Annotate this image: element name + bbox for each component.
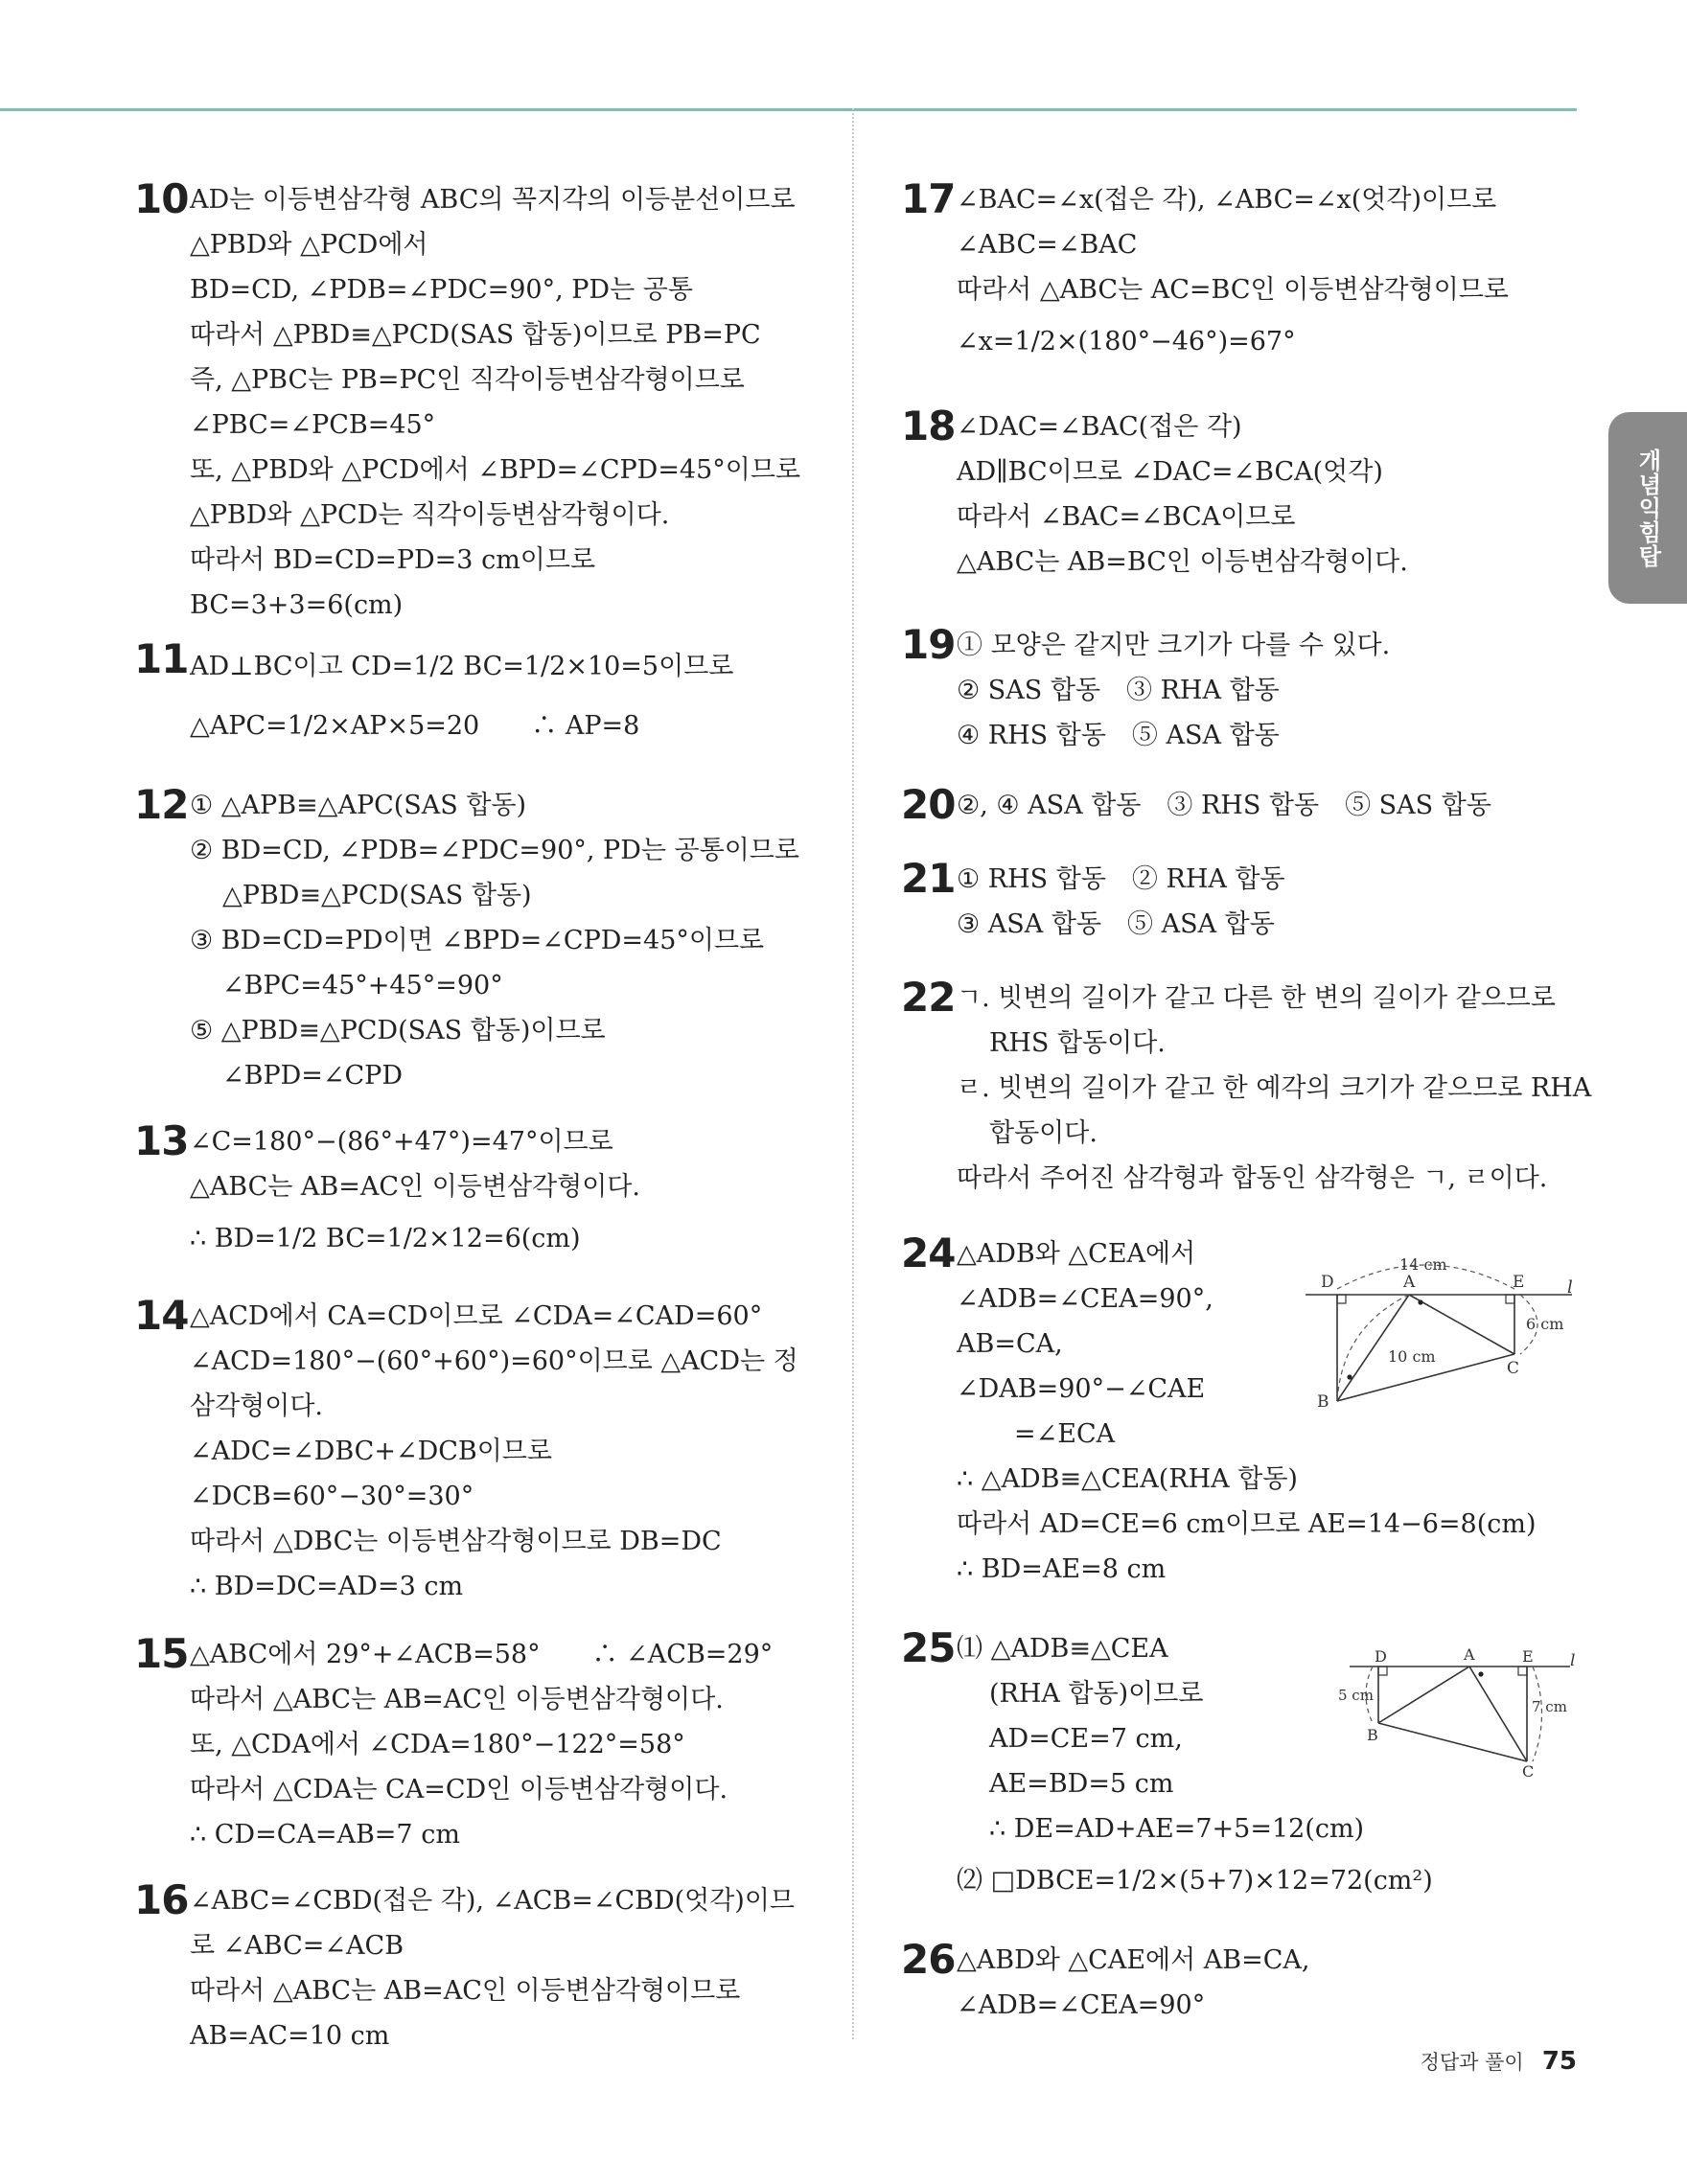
solution-line: ③ ASA 합동 ⑤ ASA 합동 [957, 909, 1275, 939]
problem-16 [134, 1878, 824, 2058]
solution-line: AD=CE=7 cm, [989, 1724, 1183, 1754]
problem-number: 18 [901, 402, 956, 449]
solution-line: (RHA 합동)이므로 [989, 1679, 1204, 1709]
solution-line: 따라서 주어진 삼각형과 합동인 삼각형은 ㄱ, ㄹ이다. [957, 1163, 1548, 1193]
solution-line: 또, △CDA에서 ∠CDA=180°−122°=58° [190, 1730, 685, 1759]
problem-number: 13 [134, 1117, 189, 1164]
solution-line: RHS 합동이다. [989, 1028, 1166, 1058]
fig25-left-label: 5 cm [1338, 1687, 1374, 1704]
solution-line: ∴ BD=DC=AD=3 cm [190, 1572, 464, 1601]
fig24-right-label: 6 cm [1526, 1315, 1564, 1333]
fig24-B: B [1317, 1392, 1329, 1412]
solution-line: 또, △PBD와 △PCD에서 ∠BPD=∠CPD=45°이므로 [190, 455, 801, 485]
solution-line: 따라서 △ABC는 AB=AC인 이등변삼각형이므로 [190, 1976, 741, 2006]
problem-number: 21 [901, 855, 956, 902]
fig25-A: A [1464, 1645, 1475, 1664]
solution-line: △ADB와 △CEA에서 [957, 1239, 1196, 1269]
solution-line: 따라서 △CDA는 CA=CD인 이등변삼각형이다. [190, 1775, 728, 1805]
left-column [134, 177, 824, 2058]
solution-line: △PBD와 △PCD에서 [190, 230, 428, 260]
solution-line: ⑵ □DBCE=1/2×(5+7)×12=72(cm²) [957, 1866, 1433, 1896]
solution-line: ③ BD=CD=PD이면 ∠BPD=∠CPD=45°이므로 [190, 926, 765, 955]
section-tab[interactable] [1608, 412, 1687, 604]
fig25-D: D [1375, 1647, 1387, 1666]
fig24-E: E [1513, 1273, 1525, 1292]
solution-line: AD⊥BC이고 CD=1/2 BC=1/2×10=5이므로 [190, 652, 734, 681]
solution-line: ④ RHS 합동 ⑤ ASA 합동 [957, 721, 1280, 750]
solution-line: ∴ BD=1/2 BC=1/2×12=6(cm) [190, 1224, 581, 1253]
fig25-l: l [1570, 1651, 1576, 1670]
solution-line: ∴ △ADB≡△CEA(RHA 합동) [957, 1464, 1298, 1494]
solution-line: 삼각형이다. [190, 1391, 323, 1421]
solution-line: ∠BPD=∠CPD [222, 1061, 403, 1091]
solution-line: 합동이다. [989, 1118, 1098, 1148]
solution-line: 따라서 △ABC는 AB=AC인 이등변삼각형이다. [190, 1685, 724, 1714]
solution-line: ∠x=1/2×(180°−46°)=67° [957, 327, 1296, 356]
problem-12 [134, 783, 824, 1098]
solution-line: ∠BAC=∠x(접은 각), ∠ABC=∠x(엇각)이므로 [957, 185, 1497, 215]
problem-11 [134, 637, 824, 756]
figure-25 [1332, 1639, 1582, 1778]
solution-line: △ABD와 △CAE에서 AB=CA, [957, 1945, 1310, 1975]
solution-line: ∠ADB=∠CEA=90°, [957, 1284, 1213, 1314]
solution-line: △ABC에서 29°+∠ACB=58° ∴ ∠ACB=29° [190, 1640, 774, 1669]
problem-number: 24 [901, 1230, 956, 1276]
fig24-top-label: 14 cm [1399, 1255, 1447, 1274]
solution-line: △ABC는 AB=BC인 이등변삼각형이다. [957, 547, 1408, 577]
figure-24-svg [1304, 1251, 1582, 1414]
fig25-B: B [1367, 1726, 1378, 1744]
solution-line: 따라서 AD=CE=6 cm이므로 AE=14−6=8(cm) [957, 1509, 1537, 1539]
solution-line: 따라서 ∠BAC=∠BCA이므로 [957, 502, 1296, 532]
solution-line: △ACD에서 CA=CD이므로 ∠CDA=∠CAD=60° [190, 1301, 763, 1331]
solution-line: 따라서 △PBD≡△PCD(SAS 합동)이므로 PB=PC [190, 320, 761, 350]
solution-line: ∴ DE=AD+AE=7+5=12(cm) [989, 1814, 1365, 1844]
solution-line: ∠BPC=45°+45°=90° [222, 971, 503, 1000]
solution-line: 따라서 △ABC는 AC=BC인 이등변삼각형이므로 [957, 275, 1509, 305]
fig24-mid-label: 10 cm [1388, 1347, 1436, 1366]
figure-25-svg [1332, 1639, 1582, 1778]
problem-number: 25 [901, 1624, 956, 1671]
solution-line: ① △APB≡△APC(SAS 합동) [190, 791, 527, 820]
section-tab-label: 개념익힘탑 [1634, 448, 1661, 568]
footer-label: 정답과 풀이 [1420, 2051, 1524, 2074]
problem-10 [134, 177, 824, 628]
solution-line: ∠DAC=∠BAC(접은 각) [957, 412, 1242, 442]
solution-line: ① RHS 합동 ② RHA 합동 [957, 864, 1285, 894]
problem-18 [901, 404, 1591, 585]
solution-line: △PBD≡△PCD(SAS 합동) [222, 881, 532, 910]
solution-line: ∴ BD=AE=8 cm [957, 1554, 1167, 1584]
solution-line: ∠DCB=60°−30°=30° [190, 1482, 474, 1511]
solution-line: ㄱ. 빗변의 길이가 같고 다른 한 변의 길이가 같으므로 [957, 983, 1556, 1013]
solution-line: 따라서 BD=CD=PD=3 cm이므로 [190, 545, 596, 575]
solution-line: △PBD와 △PCD는 직각이등변삼각형이다. [190, 500, 670, 530]
problem-26 [901, 1938, 1591, 2028]
solution-line: =∠ECA [1014, 1419, 1116, 1449]
solution-line: ⑴ △ADB≡△CEA [957, 1634, 1168, 1664]
solution-line: AD는 이등변삼각형 ABC의 꼭지각의 이등분선이므로 [190, 185, 796, 215]
problem-number: 20 [901, 781, 956, 828]
fig24-C: C [1507, 1359, 1520, 1378]
fig24-l: l [1567, 1277, 1573, 1298]
problem-number: 15 [134, 1630, 189, 1677]
fig25-right-label: 7 cm [1532, 1698, 1567, 1715]
header-rule [0, 108, 1577, 111]
problem-15 [134, 1632, 824, 1857]
problem-number: 22 [901, 974, 956, 1021]
solution-line: 따라서 △DBC는 이등변삼각형이므로 DB=DC [190, 1527, 722, 1556]
page-number: 75 [1541, 2047, 1577, 2076]
solution-line: 즉, △PBC는 PB=PC인 직각이등변삼각형이므로 [190, 365, 745, 395]
solution-line: AE=BD=5 cm [989, 1769, 1174, 1799]
problem-number: 14 [134, 1292, 189, 1339]
fig25-E: E [1522, 1647, 1534, 1666]
problem-21 [901, 857, 1591, 947]
page-footer [1421, 2047, 1577, 2076]
solution-line: ⑤ △PBD≡△PCD(SAS 합동)이므로 [190, 1016, 606, 1046]
solution-line: AD∥BC이므로 ∠DAC=∠BCA(엇각) [957, 457, 1383, 487]
problem-22 [901, 976, 1591, 1201]
solution-line: BC=3+3=6(cm) [190, 590, 404, 620]
problem-number: 19 [901, 621, 956, 668]
solution-line: ∠ACD=180°−(60°+60°)=60°이므로 △ACD는 정 [190, 1346, 798, 1376]
solution-line: ∠C=180°−(86°+47°)=47°이므로 [190, 1127, 613, 1157]
problem-13 [134, 1119, 824, 1269]
solution-line: AB=CA, [957, 1329, 1063, 1359]
fig24-D: D [1321, 1273, 1334, 1292]
problem-number: 26 [901, 1936, 956, 1983]
problem-14 [134, 1294, 824, 1609]
solution-line: ∴ CD=CA=AB=7 cm [190, 1820, 460, 1850]
problem-number: 10 [134, 175, 189, 222]
problem-number: 11 [134, 635, 189, 682]
solution-line: ∠ADC=∠DBC+∠DCB이므로 [190, 1437, 552, 1466]
problem-number: 16 [134, 1876, 189, 1923]
figure-24 [1304, 1251, 1582, 1414]
problem-number: 17 [901, 175, 956, 222]
problem-17 [901, 177, 1591, 372]
solution-line: ∠ABC=∠CBD(접은 각), ∠ACB=∠CBD(엇각)이므 [190, 1886, 795, 1916]
solution-line: ②, ④ ASA 합동 ③ RHS 합동 ⑤ SAS 합동 [957, 791, 1491, 820]
problem-19 [901, 623, 1591, 758]
solution-line: ∠ABC=∠BAC [957, 230, 1138, 260]
problem-number: 12 [134, 781, 189, 828]
solution-line: 로 ∠ABC=∠ACB [190, 1931, 404, 1961]
solution-line: ∠PBC=∠PCB=45° [190, 410, 436, 440]
solution-line: BD=CD, ∠PDB=∠PDC=90°, PD는 공통 [190, 275, 693, 305]
solution-line: ㄹ. 빗변의 길이가 같고 한 예각의 크기가 같으므로 RHA [957, 1073, 1592, 1103]
solution-line: ② SAS 합동 ③ RHA 합동 [957, 676, 1280, 705]
fig25-C: C [1522, 1762, 1535, 1778]
column-divider [852, 108, 854, 2039]
solution-line: ∠ADB=∠CEA=90° [957, 1990, 1206, 2020]
solution-line: AB=AC=10 cm [190, 2021, 390, 2051]
solution-line: △APC=1/2×AP×5=20 ∴ AP=8 [190, 711, 640, 741]
problem-20 [901, 783, 1591, 828]
solution-line: ② BD=CD, ∠PDB=∠PDC=90°, PD는 공통이므로 [190, 836, 799, 865]
solution-line: ① 모양은 같지만 크기가 다를 수 있다. [957, 631, 1391, 660]
solution-line: △ABC는 AB=AC인 이등변삼각형이다. [190, 1172, 640, 1202]
fig24-A: A [1403, 1273, 1416, 1292]
solution-line: ∠DAB=90°−∠CAE [957, 1374, 1206, 1404]
